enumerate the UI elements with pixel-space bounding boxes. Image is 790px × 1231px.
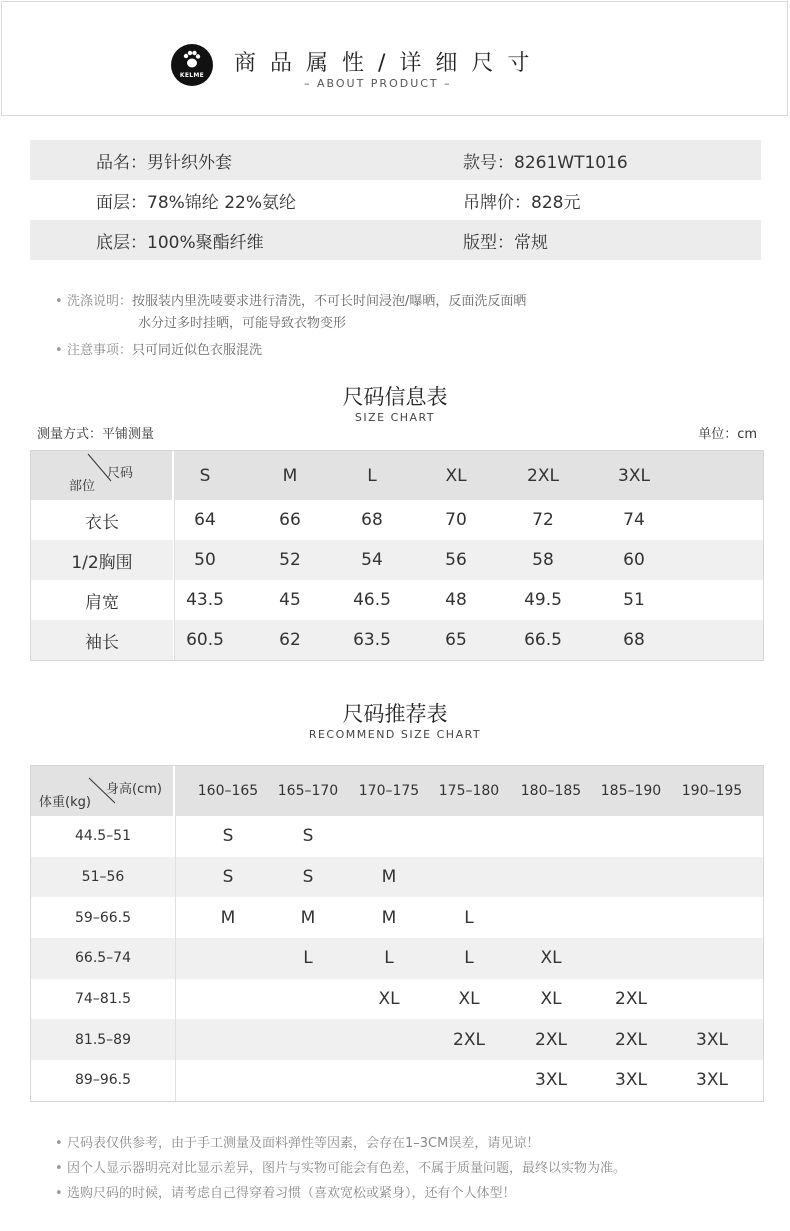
paw-icon bbox=[182, 50, 202, 70]
recommended-size-cell: S bbox=[302, 867, 314, 888]
recommended-size-cell: 2XL bbox=[453, 1029, 485, 1050]
size-chart-header bbox=[31, 451, 763, 500]
corner-top-label: 尺码 bbox=[107, 466, 134, 481]
caution-text: 只可同近似色衣服混洗 bbox=[132, 343, 263, 358]
weight-row-label: 59–66.5 bbox=[75, 909, 131, 926]
size-value-cell: 68 bbox=[361, 510, 383, 530]
table-corner bbox=[31, 766, 175, 816]
size-header-cell: XL bbox=[445, 465, 467, 486]
weight-row-label: 44.5–51 bbox=[75, 828, 131, 845]
wash-line1: 按服装内里洗唛要求进行清洗，不可长时间浸泡/曝晒，反面洗反面晒 bbox=[132, 294, 527, 309]
wash-label: 洗涤说明： bbox=[67, 294, 133, 309]
size-value-cell: 52 bbox=[279, 550, 301, 570]
corner-bottom-label: 部位 bbox=[69, 479, 96, 494]
size-header-cell: M bbox=[282, 465, 298, 486]
recommended-size-cell: L bbox=[303, 948, 313, 969]
size-value-cell: 72 bbox=[532, 510, 554, 530]
size-value-cell: 62 bbox=[279, 630, 301, 650]
weight-row-label: 89–96.5 bbox=[75, 1072, 131, 1089]
recommended-size-cell: 2XL bbox=[615, 989, 647, 1010]
size-chart-row bbox=[31, 620, 763, 660]
column-separator bbox=[175, 979, 176, 1020]
size-chart-subtitle: SIZE CHART bbox=[354, 411, 436, 424]
size-value-cell: 56 bbox=[445, 550, 467, 570]
recommended-size-cell: L bbox=[464, 948, 474, 969]
recommended-size-cell: XL bbox=[458, 989, 480, 1010]
recommended-size-cell: 3XL bbox=[615, 1070, 647, 1091]
height-header-cell: 180–185 bbox=[520, 783, 582, 799]
size-value-cell: 63.5 bbox=[353, 630, 391, 650]
info-row bbox=[30, 140, 761, 180]
table-corner bbox=[31, 451, 174, 500]
page-subtitle: – ABOUT PRODUCT – bbox=[304, 77, 452, 90]
size-value-cell: 46.5 bbox=[353, 590, 391, 610]
size-value-cell: 51 bbox=[623, 590, 645, 610]
size-row-label: 肩宽 bbox=[31, 580, 174, 620]
wash-note bbox=[55, 291, 526, 313]
info-right: 吊牌价：828元 bbox=[463, 192, 581, 213]
info-row bbox=[30, 180, 761, 220]
height-header-cell: 185–190 bbox=[600, 783, 662, 799]
info-right: 版型：常规 bbox=[463, 232, 548, 253]
recommended-size-cell: M bbox=[300, 907, 316, 928]
recommended-size-cell: XL bbox=[378, 989, 400, 1010]
recommended-size-cell: M bbox=[381, 867, 397, 888]
recommended-size-cell: 3XL bbox=[696, 1070, 728, 1091]
wash-line2: 水分过多时挂晒，可能导致衣物变形 bbox=[138, 316, 347, 331]
bullet-icon: • bbox=[55, 1161, 63, 1176]
bullet-icon: • bbox=[55, 1136, 63, 1151]
size-chart-row bbox=[31, 540, 763, 580]
brand-logo bbox=[171, 44, 213, 86]
size-value-cell: 66 bbox=[279, 510, 301, 530]
corner-bottom-label: 体重(kg) bbox=[39, 795, 91, 810]
size-value-cell: 58 bbox=[532, 550, 554, 570]
bullet-icon: • bbox=[55, 343, 63, 358]
recommend-chart-row bbox=[31, 1060, 763, 1101]
recommended-size-cell: M bbox=[381, 907, 397, 928]
caution-note bbox=[55, 340, 526, 362]
recommended-size-cell: L bbox=[384, 948, 394, 969]
column-separator bbox=[175, 1060, 176, 1101]
bullet-icon: • bbox=[55, 294, 63, 309]
height-header-cell: 190–195 bbox=[681, 783, 743, 799]
size-value-cell: 49.5 bbox=[524, 590, 562, 610]
size-value-cell: 66.5 bbox=[524, 630, 562, 650]
recommend-chart-subtitle: RECOMMEND SIZE CHART bbox=[308, 728, 482, 741]
footer-note bbox=[55, 1131, 626, 1156]
recommend-chart-header bbox=[31, 766, 763, 816]
footer-note bbox=[55, 1156, 626, 1181]
footer-note-text: 选购尺码的时候，请考虑自己得穿着习惯（喜欢宽松或紧身），还有个人体型！ bbox=[67, 1186, 516, 1201]
size-header-cell: S bbox=[199, 465, 211, 486]
height-header-cell: 160–165 bbox=[197, 783, 259, 799]
recommend-chart-row bbox=[31, 816, 763, 857]
size-value-cell: 43.5 bbox=[186, 590, 224, 610]
recommended-size-cell: S bbox=[222, 826, 234, 847]
column-separator bbox=[175, 897, 176, 938]
product-info bbox=[30, 140, 761, 260]
height-header-cell: 170–175 bbox=[358, 783, 420, 799]
size-row-label: 衣长 bbox=[31, 500, 174, 540]
recommend-chart-row bbox=[31, 979, 763, 1020]
footer-note-text: 尺码表仅供参考，由于手工测量及面料弹性等因素，会存在1–3CM误差，请见谅！ bbox=[67, 1136, 540, 1151]
size-value-cell: 60 bbox=[623, 550, 645, 570]
size-value-cell: 68 bbox=[623, 630, 645, 650]
column-separator bbox=[175, 857, 176, 898]
column-separator bbox=[175, 816, 176, 857]
column-separator bbox=[175, 938, 176, 979]
recommended-size-cell: L bbox=[464, 907, 474, 928]
recommended-size-cell: M bbox=[220, 907, 236, 928]
recommend-chart-row bbox=[31, 897, 763, 938]
care-notes bbox=[55, 291, 526, 362]
info-left: 面层：78%锦纶 22%氨纶 bbox=[96, 192, 296, 213]
height-header-cell: 175–180 bbox=[438, 783, 500, 799]
footer-notes bbox=[55, 1131, 626, 1206]
size-value-cell: 70 bbox=[445, 510, 467, 530]
recommended-size-cell: 2XL bbox=[615, 1029, 647, 1050]
corner-diagonal bbox=[31, 451, 174, 500]
size-chart-row bbox=[31, 500, 763, 540]
size-row-label: 袖长 bbox=[31, 620, 174, 660]
size-value-cell: 64 bbox=[194, 510, 216, 530]
size-value-cell: 50 bbox=[194, 550, 216, 570]
recommended-size-cell: 2XL bbox=[535, 1029, 567, 1050]
size-chart-title: 尺码信息表 bbox=[342, 385, 448, 409]
recommend-chart-row bbox=[31, 1019, 763, 1060]
size-chart-table bbox=[30, 450, 764, 661]
recommended-size-cell: XL bbox=[540, 989, 562, 1010]
size-header-cell: 2XL bbox=[527, 465, 559, 486]
recommend-chart-row bbox=[31, 938, 763, 979]
size-value-cell: 45 bbox=[279, 590, 301, 610]
corner-top-label: 身高(cm) bbox=[106, 782, 162, 797]
recommend-chart-title: 尺码推荐表 bbox=[342, 702, 448, 726]
size-value-cell: 48 bbox=[445, 590, 467, 610]
weight-row-label: 66.5–74 bbox=[75, 950, 131, 967]
info-right: 款号：8261WT1016 bbox=[463, 152, 628, 173]
size-value-cell: 74 bbox=[623, 510, 645, 530]
size-header-cell: 3XL bbox=[618, 465, 650, 486]
info-left: 底层：100%聚酯纤维 bbox=[96, 232, 264, 253]
footer-note bbox=[55, 1181, 626, 1206]
size-chart-row bbox=[31, 580, 763, 620]
recommended-size-cell: S bbox=[302, 826, 314, 847]
size-value-cell: 60.5 bbox=[186, 630, 224, 650]
size-value-cell: 54 bbox=[361, 550, 383, 570]
caution-label: 注意事项： bbox=[67, 343, 133, 358]
height-header-cell: 165–170 bbox=[277, 783, 339, 799]
measure-method: 测量方式：平铺测量 bbox=[37, 427, 155, 442]
footer-note-text: 因个人显示器明亮对比显示差异，图片与实物可能会有色差，不属于质量问题，最终以实物为准。 bbox=[67, 1161, 627, 1176]
weight-row-label: 51–56 bbox=[81, 869, 125, 886]
page-header bbox=[1, 1, 788, 116]
unit-label: 单位：cm bbox=[698, 427, 757, 442]
weight-row-label: 81.5–89 bbox=[75, 1031, 131, 1048]
recommend-chart-table bbox=[30, 765, 764, 1102]
recommend-chart-row bbox=[31, 857, 763, 898]
size-row-label: 1/2胸围 bbox=[31, 540, 174, 580]
weight-row-label: 74–81.5 bbox=[75, 991, 131, 1008]
info-row bbox=[30, 220, 761, 260]
recommended-size-cell: S bbox=[222, 867, 234, 888]
column-separator bbox=[175, 1019, 176, 1060]
recommended-size-cell: 3XL bbox=[696, 1029, 728, 1050]
recommended-size-cell: XL bbox=[540, 948, 562, 969]
info-left: 品名：男针织外套 bbox=[96, 152, 232, 173]
bullet-icon: • bbox=[55, 1186, 63, 1201]
recommended-size-cell: 3XL bbox=[535, 1070, 567, 1091]
size-value-cell: 65 bbox=[445, 630, 467, 650]
brand-name: KELME bbox=[179, 72, 205, 79]
size-header-cell: L bbox=[367, 465, 377, 486]
page-title: 商品属性/详细尺寸 bbox=[234, 51, 544, 76]
